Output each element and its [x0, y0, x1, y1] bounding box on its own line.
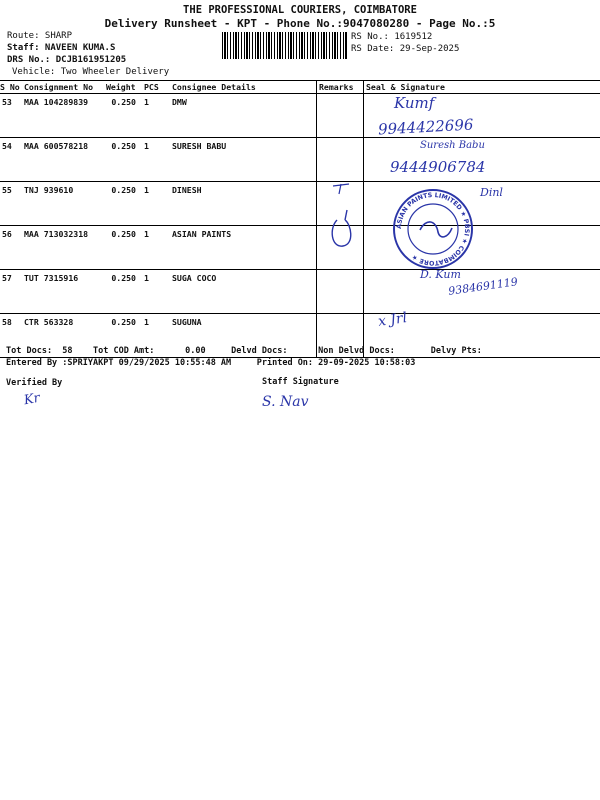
cell-sno: 54 [0, 138, 22, 182]
summary-totals: Tot Docs: 58 Tot COD Amt: 0.00 Delvd Docs: Non Delvd Docs: Delvy Pts: [6, 346, 482, 356]
handwritten-name-54: Suresh Babu [420, 140, 485, 151]
col-consignee: Consignee Details [170, 81, 317, 94]
barcode [222, 32, 348, 59]
staff: Staff: NAVEEN KUMA.S [7, 43, 116, 53]
cell-weight: 0.250 [104, 270, 142, 314]
cell-remarks [317, 270, 364, 314]
cell-weight: 0.250 [104, 314, 142, 358]
table-row [0, 182, 600, 226]
table-header-row [0, 81, 600, 94]
cell-pcs: 1 [142, 226, 170, 270]
col-seal: Seal & Signature [364, 81, 600, 94]
cell-pcs: 1 [142, 182, 170, 226]
handwritten-phone-53: 9944422696 [377, 115, 474, 139]
remarks-scribble-icon [325, 180, 365, 255]
cell-pcs: 1 [142, 138, 170, 182]
cell-consignment: MAA 600578218 [22, 138, 104, 182]
handwritten-signature-55: Dinl [480, 186, 503, 199]
cell-sno: 57 [0, 270, 22, 314]
table-row [0, 138, 600, 182]
cell-pcs: 1 [142, 270, 170, 314]
cell-consignee: SUGUNA [170, 314, 317, 358]
handwritten-signature-58: x Jrl [377, 310, 409, 330]
cell-pcs: 1 [142, 94, 170, 138]
document-subtitle: Delivery Runsheet - KPT - Phone No.:9047080280 - Page No.:5 [104, 17, 496, 30]
cell-weight: 0.250 [104, 226, 142, 270]
handwritten-phone-57: 9384691119 [447, 275, 519, 298]
cell-consignment: CTR 563328 [22, 314, 104, 358]
verified-by-label: Verified By [6, 378, 63, 388]
vehicle: Vehicle: Two Wheeler Delivery [12, 67, 170, 77]
staff-signature-label: Staff Signature [262, 377, 339, 387]
handwritten-signature-53: Kumf [394, 94, 435, 112]
cell-consignee: SURESH BABU [170, 138, 317, 182]
cell-sno: 55 [0, 182, 22, 226]
summary-entered-by: Entered By :SPRIYAKPT 09/29/2025 10:55:48 AM Printed On: 29-09-2025 10:58:03 [6, 358, 416, 368]
handwritten-phone-54: 9444906784 [390, 158, 486, 176]
table-row [0, 226, 600, 270]
cell-weight: 0.250 [104, 94, 142, 138]
cell-weight: 0.250 [104, 138, 142, 182]
staff-signature: S. Nav [262, 394, 309, 410]
cell-consignment: TUT 7315916 [22, 270, 104, 314]
col-remarks: Remarks [317, 81, 364, 94]
rs-number: RS No.: 1619512 [351, 32, 433, 42]
rs-date: RS Date: 29-Sep-2025 [351, 44, 460, 54]
drs-number: DRS No.: DCJB161951205 [7, 55, 127, 65]
cell-remarks [317, 94, 364, 138]
cell-consignee: SUGA COCO [170, 270, 317, 314]
col-pcs: PCS [142, 81, 170, 94]
verified-signature: Kr [22, 390, 42, 409]
handwritten-name-57: D. Kum [420, 268, 461, 281]
cell-sno: 58 [0, 314, 22, 358]
route: Route: SHARP [7, 31, 73, 41]
cell-consignee: DMW [170, 94, 317, 138]
svg-text:ASIAN PAINTS LIMITED ★ PBSI ★ [396, 192, 470, 266]
table-row [0, 94, 600, 138]
cell-consignment: MAA 713032318 [22, 226, 104, 270]
col-consignment: Consignment No [22, 81, 104, 94]
cell-consignment: TNJ 939610 [22, 182, 104, 226]
cell-sno: 56 [0, 226, 22, 270]
cell-consignee: ASIAN PAINTS [170, 226, 317, 270]
stamp-text: ASIAN PAINTS LIMITED ★ PBSI ★ COIMBATORE ★ [395, 191, 471, 267]
document-title: THE PROFESSIONAL COURIERS, COIMBATORE [183, 4, 417, 16]
cell-remarks [317, 138, 364, 182]
cell-pcs: 1 [142, 314, 170, 358]
cell-consignee: DINESH [170, 182, 317, 226]
cell-consignment: MAA 104289839 [22, 94, 104, 138]
company-seal-stamp [392, 188, 474, 270]
runsheet-table [0, 80, 600, 358]
col-weight: Weight [104, 81, 142, 94]
cell-weight: 0.250 [104, 182, 142, 226]
cell-sno: 53 [0, 94, 22, 138]
col-sno: S No [0, 81, 22, 94]
